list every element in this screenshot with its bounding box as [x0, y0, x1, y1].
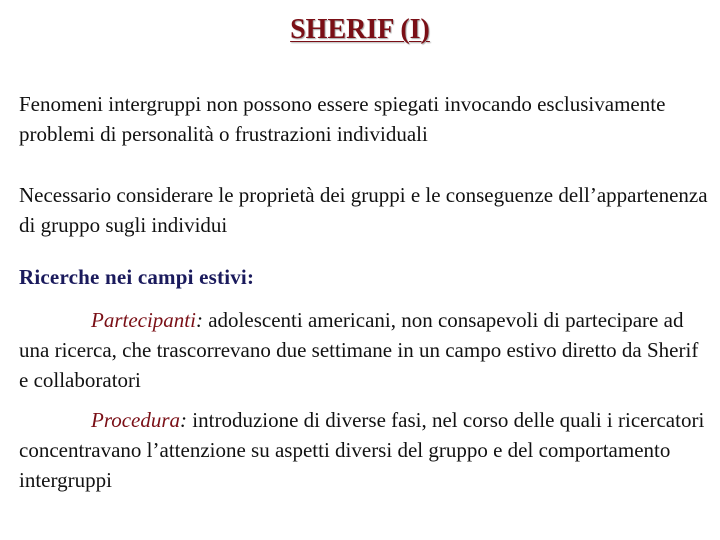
procedure-label: Procedura: [91, 408, 181, 432]
participants-text: adolescenti americani, non consapevoli di partecipare ad una ricerca, che trascorrevano due settimane in un campo estivo diretto da Sherif e collaboratori: [19, 308, 699, 392]
slide-title: SHERIF (I): [290, 14, 430, 45]
participants-colon: :: [195, 308, 203, 332]
section-heading-summer-camps: Ricerche nei campi estivi:: [19, 265, 255, 289]
paragraph-intergroup-phenomena: Fenomeni intergruppi non possono essere spiegati invocando esclusivamente problemi di personalità o frustrazioni individuali: [19, 92, 666, 146]
procedure-text: introduzione di diverse fasi, nel corso delle quali i ricercatori concentravano l’attenzione su aspetti diversi del gruppo e del comportamento intergruppi: [19, 408, 705, 492]
paragraph-group-properties: Necessario considerare le proprietà dei gruppi e le conseguenze dell’appartenenza di gruppo sugli individui: [19, 183, 708, 237]
paragraph-participants: [19, 305, 709, 395]
paragraph-procedure: [19, 405, 709, 495]
participants-label: Partecipanti: [91, 308, 196, 332]
procedure-colon: :: [180, 408, 188, 432]
